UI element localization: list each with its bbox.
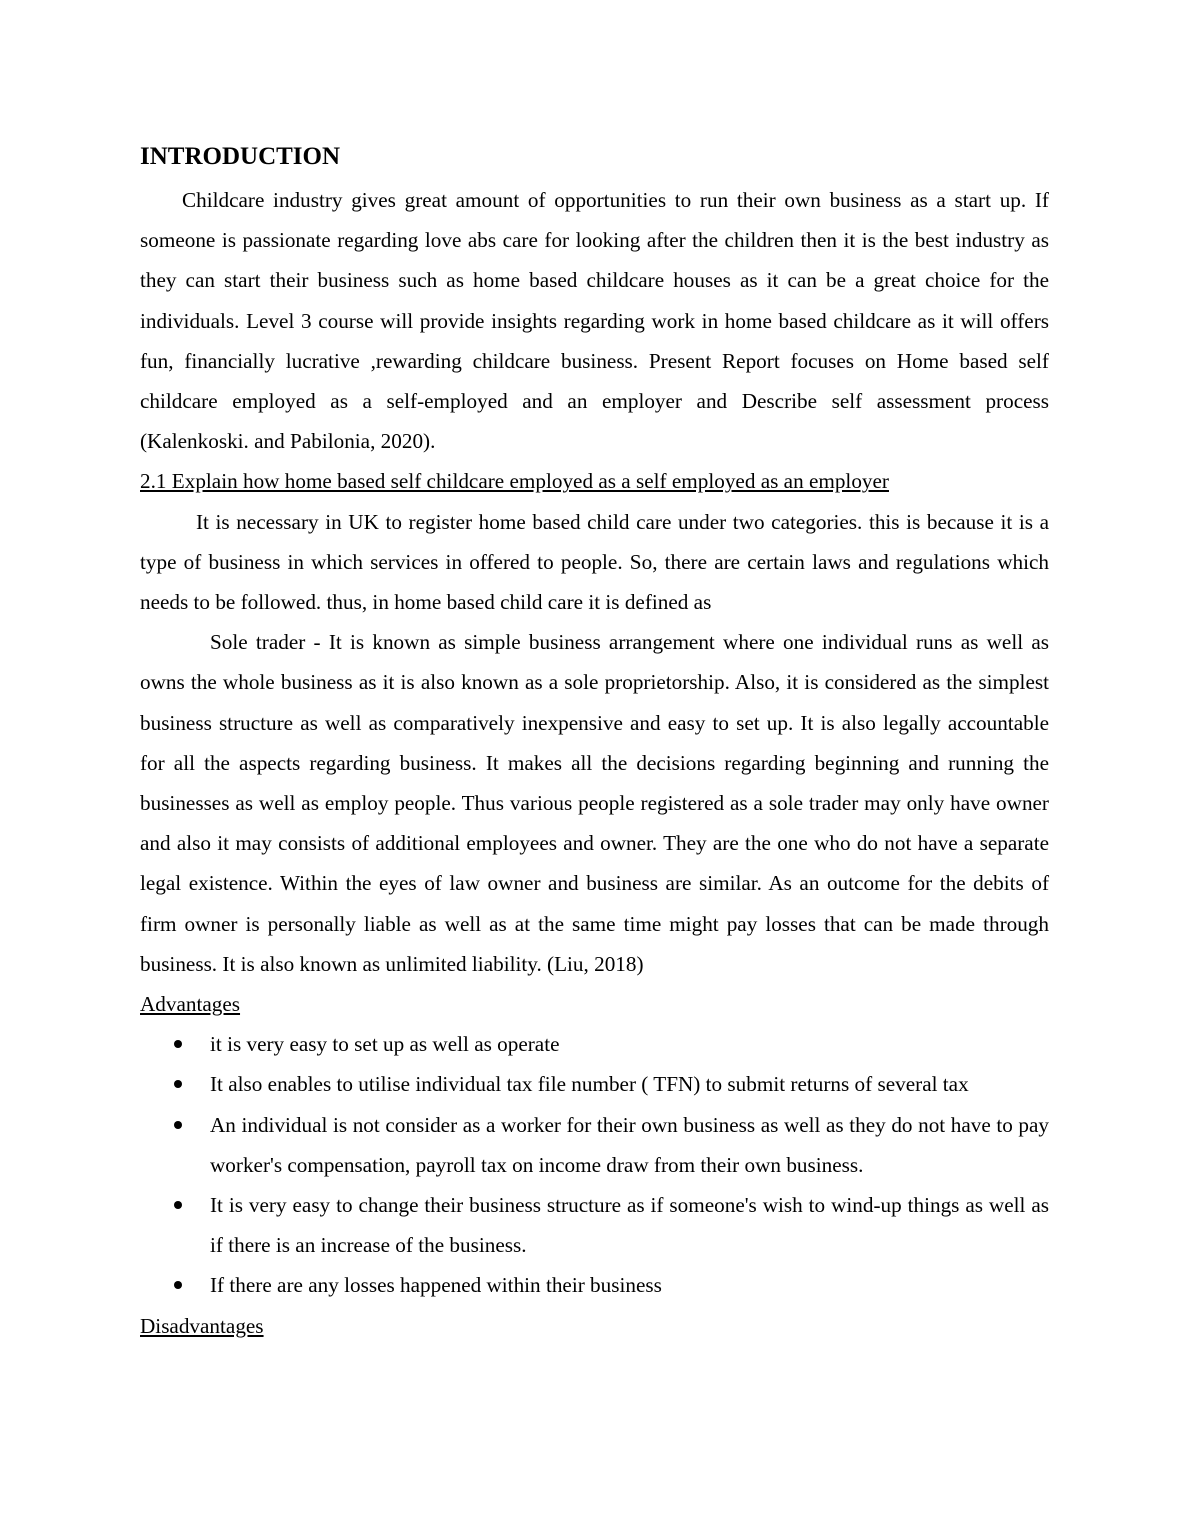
- bullet-icon: [174, 1080, 182, 1088]
- advantages-list: [140, 1024, 1049, 1305]
- advantage-text: It also enables to utilise individual tax file number ( TFN) to submit returns of several tax: [210, 1072, 969, 1097]
- advantage-item: [140, 1105, 1049, 1185]
- bullet-icon: [174, 1201, 182, 1209]
- advantage-item: [140, 1185, 1049, 1265]
- bullet-icon: [174, 1040, 182, 1048]
- document-page: [140, 140, 1049, 1346]
- advantage-item: [140, 1265, 1049, 1305]
- intro-paragraph: Childcare industry gives great amount of opportunities to run their own business as a start up. If someone is passionate regarding love abs care for looking after the children then it is the best industry as they can start their business such as home based childcare houses as it can be a great choice for the individuals. Level 3 course will provide insights regarding work in home based childcare as it will offers fun, financially lucrative ,rewarding childcare business. Present Report focuses on Home based self childcare employed as a self-employed and an employer and Describe self assessment process (Kalenkoski. and Pabilonia, 2020).: [140, 188, 1049, 454]
- advantage-item: [140, 1064, 1049, 1104]
- advantage-text: An individual is not consider as a worker for their own business as well as they do not have to pay worker's compensation, payroll tax on income draw from their own business.: [210, 1112, 1049, 1177]
- advantage-item: [140, 1024, 1049, 1064]
- disadvantages-title: Disadvantages: [140, 1313, 264, 1338]
- advantage-text: It is very easy to change their business structure as if someone's wish to wind-up things as well as if there is an increase of the business.: [210, 1193, 1049, 1258]
- section-title: 2.1 Explain how home based self childcare employed as a self employed as an employer: [140, 469, 889, 494]
- bullet-icon: [174, 1281, 182, 1289]
- sole-trader-paragraph: Sole trader - It is known as simple business arrangement where one individual runs as well as owns the whole business as it is also known as a sole proprietorship. Also, it is considered as the simplest business structure as well as comparatively inexpensive and easy to set up. It is also legally accountable for all the aspects regarding business. It makes all the decisions regarding beginning and running the businesses as well as employ people. Thus various people registered as a sole trader may only have owner and also it may consists of additional employees and owner. They are the one who do not have a separate legal existence. Within the eyes of law owner and business are similar. As an outcome for the debits of firm owner is personally liable as well as at the same time might pay losses that can be made through business. It is also known as unlimited liability. (Liu, 2018): [140, 630, 1049, 976]
- bullet-icon: [174, 1121, 182, 1129]
- advantage-text: it is very easy to set up as well as operate: [210, 1032, 560, 1057]
- advantages-title: Advantages: [140, 992, 241, 1017]
- section-paragraph: It is necessary in UK to register home based child care under two categories. this is because it is a type of business in which services in offered to people. So, there are certain laws and regulations which needs to be followed. thus, in home based child care it is defined as: [140, 509, 1049, 615]
- advantage-text: If there are any losses happened within their business: [210, 1273, 662, 1298]
- introduction-heading: INTRODUCTION: [140, 143, 341, 170]
